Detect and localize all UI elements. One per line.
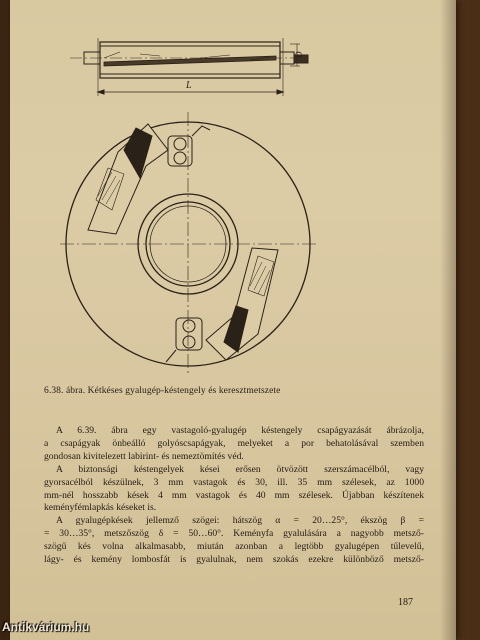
text-line: lágy- és kemény lombosfát is gyalulnak, nem szokás ezekre különböző metsző-: [44, 554, 424, 566]
text-line: szögű kés volna alkalmasabb, miután azonban a legtöbb gyalugépen tűlevelű,: [44, 541, 424, 553]
text-line: A gyalugépkések jellemző szögei: hátszög α = 20…25°, ékszög β =: [56, 515, 424, 527]
text-line: A biztonsági késtengelyek kései erősen ötvözött szerszámacélból, vagy: [56, 463, 424, 475]
text-line: gondosan kivitelezett labirint- és nemeztömítés véd.: [44, 450, 244, 462]
text-line: A 6.39. ábra egy vastagoló-gyalugép késtengely csapágyazását ábrázolja,: [56, 425, 424, 436]
watermark: Antikvárium.hu: [2, 620, 90, 634]
text-line: keményfémlapkás késeket is.: [44, 502, 157, 514]
dimension-l-label: L: [186, 80, 192, 91]
text-line: gyorsacélból készülnek, 3 mm vastagok és 30, ill. 35 mm szélesek, az 1000: [44, 476, 424, 488]
text-line: a csapágyak önbeálló golyóscsapágyak, melyeket a por behatolásával szemben: [44, 437, 424, 449]
text-line: mm-nél hosszabb kések 4 mm vastagok és 40 mm szélesek. Újabban készítenek: [44, 489, 424, 501]
body-text: [44, 425, 424, 567]
text-line: = 30…35°, metszőszög δ = 50…60°. Keményfa gyalulására a nagyobb metsző-: [44, 528, 424, 540]
figure-caption: 6.38. ábra. Kétkéses gyalugép-késtengely és keresztmetszete: [44, 386, 281, 396]
dimension-d-label: D: [294, 51, 304, 58]
shaft-cross-section: [60, 112, 316, 376]
page-number: 187: [398, 597, 413, 608]
